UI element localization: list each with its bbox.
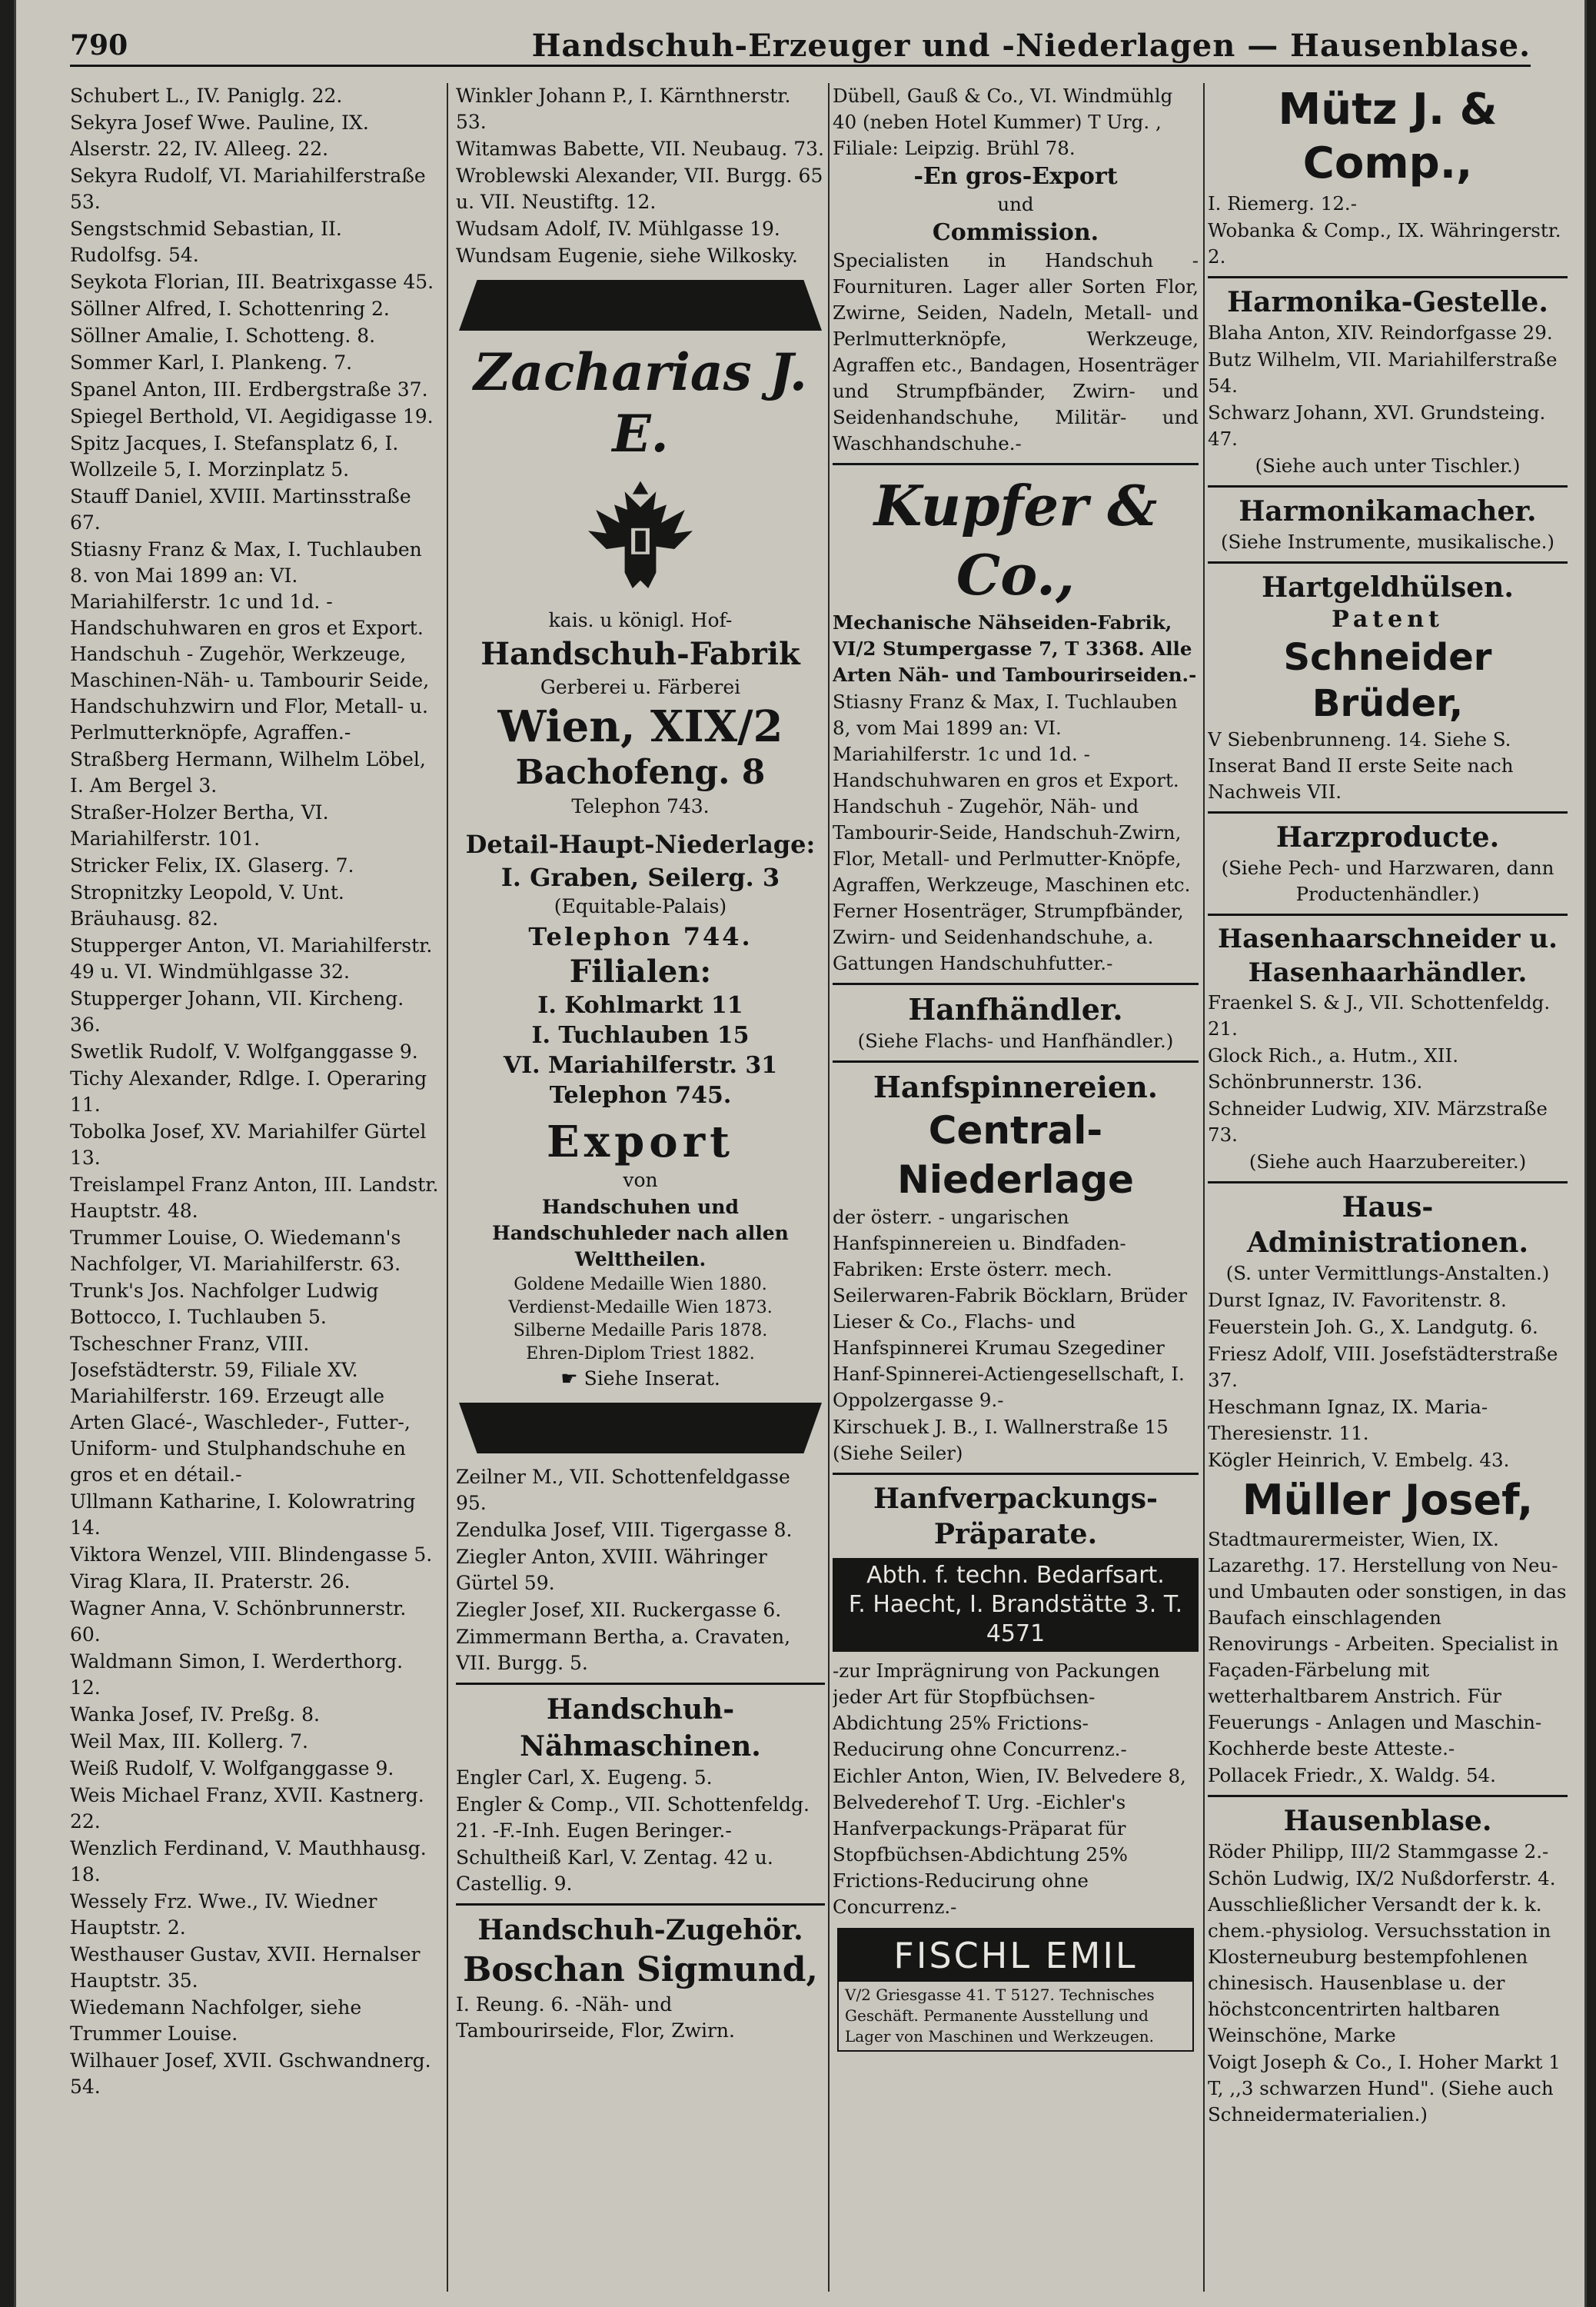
divider <box>1208 561 1568 564</box>
directory-entry: Sengstschmid Sebastian, II. Rudolfsg. 54. <box>70 218 342 266</box>
section-heading: Hartgeldhülsen. <box>1262 571 1514 604</box>
directory-entry: Wenzlich Ferdinand, V. Mauthhausg. 18. <box>70 1837 427 1886</box>
directory-entry: Heschmann Ignaz, IX. Maria-Theresienstr. 11. <box>1208 1396 1488 1444</box>
divider <box>833 1060 1199 1063</box>
export-heading: Export <box>547 1117 734 1167</box>
court-purveyor: kais. u königl. Hof- <box>548 609 733 631</box>
detail-heading: Detail-Haupt-Niederlage: <box>465 830 816 859</box>
directory-entry: Feuerstein Joh. G., X. Landgutg. 6. <box>1208 1316 1538 1338</box>
pointing-hand-icon: ☛ <box>560 1367 578 1390</box>
directory-entry: Wroblewski Alexander, VII. Burgg. 65 u. VII. Neustiftg. 12. <box>456 165 823 213</box>
directory-entry: Treislampel Franz Anton, III. Landstr. Hauptstr. 48. <box>70 1173 439 1222</box>
telephone: Telephon 744. <box>528 922 753 951</box>
mueller-name: Müller Josef, <box>1242 1476 1534 1524</box>
divider <box>1208 1795 1568 1797</box>
directory-entry: Zendulka Josef, VIII. Tigergasse 8. <box>456 1519 793 1541</box>
decorative-band <box>459 1403 822 1453</box>
page-header <box>70 26 1531 67</box>
muetz-addr: I. Riemerg. 12.- <box>1208 192 1357 215</box>
directory-entry: Wudsam Adolf, IV. Mühlgasse 19. <box>456 218 780 240</box>
directory-entry: Virag Klara, II. Praterstr. 26. <box>70 1570 351 1593</box>
running-title: Handschuh-Erzeuger und -Niederlagen — Hausenblase. <box>531 27 1531 64</box>
divider <box>1208 276 1568 278</box>
directory-entry: Sekyra Rudolf, VI. Mariahilferstraße 53. <box>70 165 426 213</box>
divider <box>456 1683 825 1685</box>
medal-list <box>456 1273 825 1366</box>
export-von: von <box>623 1169 658 1191</box>
column-2 <box>456 83 825 2292</box>
directory-entry: Stupperger Anton, VI. Mariahilferstr. 49 u. VI. Windmühlgasse 32. <box>70 934 433 983</box>
duebell-text: Specialisten in Handschuh - Fournituren. Lager aller Sorten Flor, Zwirne, Seiden, Nadeln, Metall- und Perlmutterknöpfe, Werkzeuge, Agraffen etc., Bandagen, Hosenträger und Strumpfbänder, Zwirn- und Seidenhandschuhe, Militär- und Waschhandschuhe.- <box>833 249 1199 454</box>
central-text: der österr. - ungarischen Hanfspinnereien u. Bindfaden-Fabriken: Erste österr. mech. Seilerwaren-Fabrik Böcklarn, Brüder Lieser & Co., Flachs- und Hanfspinnerei Krumau Szegediner Hanf-Spinnerei-Actiengesellschaft, I. Oppolzergasse 9.- <box>833 1206 1188 1411</box>
directory-entry: Engler Carl, X. Eugeng. 5. <box>456 1766 713 1789</box>
column-3 <box>833 83 1199 2292</box>
mueller-text: Stadtmaurermeister, Wien, IX. Lazarethg. 17. Herstellung von Neu- und Umbauten oder sonstigen, in das Baufach einschlagenden Renovirungs - Arbeiten. Specialist in Façaden-Färbelung mit wetterhaltbarem Anstrich. Für Feuerungs - Anlagen und Maschin-Kochherde beste Atteste.- <box>1208 1528 1567 1759</box>
branch-list <box>456 991 825 1110</box>
directory-entry: Wilhauer Josef, XVII. Gschwandnerg. 54. <box>70 2049 431 2098</box>
boschan-text: I. Reung. 6. -Näh- und Tambourirseide, Flor, Zwirn. <box>456 1993 735 2042</box>
medal-line: Verdienst-Medaille Wien 1873. <box>508 1298 773 1317</box>
eichler-entry: Eichler Anton, Wien, IV. Belvedere 8, Belvederehof T. Urg. -Eichler's Hanfverpackungs-Präparat für Stopfbüchsen-Abdichtung 25% Frictions-Reducirung ohne Concurrenz.- <box>833 1765 1186 1918</box>
stiasny-entry: Stiasny Franz & Max, I. Tuchlauben 8, vom Mai 1899 an: VI. Mariahilferstr. 1c und 1d. -Handschuhwaren en gros et Export. Handschuh - Zugehör, Näh- und Tambourir-Seide, Handschuh-Zwirn, Flor, Metall- und Perlmutter-Knöpfe, Agraffen, Werkzeuge, Maschinen etc. Ferner Hosenträger, Strumpfbänder, Zwirn- und Seidenhandschuhe, a. Gattungen Handschuhfutter.- <box>833 691 1191 974</box>
entry-list <box>456 83 825 269</box>
see-reference: (Siehe Pech- und Harzwaren, dann Productenhändler.) <box>1221 857 1554 905</box>
entry-list <box>456 1765 825 1897</box>
branch-address: Telephon 745. <box>549 1082 732 1109</box>
directory-entry: Zeilner M., VII. Schottenfeldgasse 95. <box>456 1466 790 1514</box>
directory-entry: Schultheiß Karl, V. Zentag. 42 u. Castellig. 9. <box>456 1846 773 1895</box>
column-rule <box>447 83 448 2292</box>
muetz-name: Mütz J. & Comp., <box>1278 85 1498 188</box>
section-heading: Hausenblase. <box>1283 1805 1492 1837</box>
directory-entry: Wundsam Eugenie, siehe Wilkosky. <box>456 245 798 267</box>
entry-list <box>456 1464 825 1676</box>
directory-entry: Viktora Wenzel, VIII. Blindengasse 5. <box>70 1543 433 1566</box>
directory-entry: Weiß Rudolf, V. Wolfganggasse 9. <box>70 1757 394 1779</box>
directory-page <box>14 0 1587 2307</box>
directory-entry: Wiedemann Nachfolger, siehe Trummer Louise. <box>70 1996 362 2045</box>
directory-entry: Spiegel Berthold, VI. Aegidigasse 19. <box>70 405 434 428</box>
column-rule <box>828 83 830 2292</box>
divider <box>456 1903 825 1906</box>
telephone: Telephon 743. <box>571 795 710 817</box>
entry-list <box>1208 1839 1568 2128</box>
directory-entry: Stauff Daniel, XVIII. Martinsstraße 67. <box>70 485 411 534</box>
column-4 <box>1208 83 1568 2292</box>
section-heading: Harmonika-Gestelle. <box>1227 286 1548 318</box>
divider <box>833 463 1199 465</box>
entry-list <box>1208 1287 1568 1473</box>
directory-entry: Durst Ignaz, IV. Favoritenstr. 8. <box>1208 1289 1507 1311</box>
see-advert <box>456 1366 825 1392</box>
fischl-advertisement <box>837 1928 1194 2052</box>
medal-line: Goldene Medaille Wien 1880. <box>514 1275 767 1294</box>
divider <box>1208 485 1568 488</box>
see-reference: (Siehe Instrumente, musikalische.) <box>1220 531 1554 553</box>
directory-entry: Wobanka & Comp., IX. Währingerstr. 2. <box>1208 219 1561 268</box>
fischl-name: FISCHL EMIL <box>839 1929 1192 1982</box>
section-heading: Handschuh-Zugehör. <box>477 1914 803 1946</box>
see-reference: (Siehe auch unter Tischler.) <box>1255 454 1521 477</box>
palais: (Equitable-Palais) <box>554 895 727 917</box>
medal-line: Silberne Medaille Paris 1878. <box>513 1321 768 1340</box>
section-heading: Handschuh-Nähmaschinen. <box>520 1693 761 1763</box>
zacharias-advertisement <box>456 280 825 1453</box>
duebell-line3: Commission. <box>932 219 1099 246</box>
directory-entry: Waldmann Simon, I. Werderthorg. 12. <box>70 1650 404 1699</box>
directory-entry: Spanel Anton, III. Erdbergstraße 37. <box>70 378 428 401</box>
directory-entry: Friesz Adolf, VIII. Josefstädterstraße 37. <box>1208 1343 1558 1391</box>
directory-entry: Engler & Comp., VII. Schottenfeldg. 21. -F.-Inh. Eugen Beringer.- <box>456 1793 810 1842</box>
directory-entry: Ziegler Josef, XII. Ruckergasse 6. <box>456 1599 782 1621</box>
decorative-band <box>459 280 822 331</box>
street: Bachofeng. 8 <box>515 753 766 792</box>
directory-entry: Seykota Florian, III. Beatrixgasse 45. <box>70 271 434 293</box>
directory-entry: Winkler Johann P., I. Kärnthnerstr. 53. <box>456 85 791 133</box>
divider <box>833 1473 1199 1475</box>
entry-list <box>70 83 439 2100</box>
see-reference: (S. unter Vermittlungs-Anstalten.) <box>1225 1262 1550 1284</box>
fischl-text: V/2 Griesgasse 41. T 5127. Technisches Geschäft. Permanente Ausstellung und Lager von Maschinen und Werkzeugen. <box>845 1986 1155 2046</box>
directory-entry: Stropnitzky Leopold, V. Unt. Bräuhausg. 82. <box>70 881 344 930</box>
directory-entry: Witamwas Babette, VII. Neubaug. 73. <box>456 138 824 160</box>
directory-entry: Schneider Ludwig, XIV. Märzstraße 73. <box>1208 1097 1548 1146</box>
column-1 <box>70 83 439 2292</box>
section-heading: Harzproducte. <box>1275 821 1500 854</box>
export-text: Handschuhen und Handschuhleder nach allen Welttheilen. <box>492 1196 789 1270</box>
graben-address: I. Graben, Seilerg. 3 <box>500 863 780 892</box>
duebell-entry: Dübell, Gauß & Co., VI. Windmühlg 40 (neben Hotel Kummer) T Urg. , Filiale: Leipzig. Brühl 78. <box>833 85 1173 159</box>
boschan-name: Boschan Sigmund, <box>463 1950 818 1989</box>
directory-entry: Trummer Louise, O. Wiedemann's Nachfolger, VI. Mariahilferstr. 63. <box>70 1227 401 1275</box>
haecht-banner <box>833 1558 1199 1652</box>
kirschuek-entry: Kirschuek J. B., I. Wallnerstraße 15 (Siehe Seiler) <box>833 1416 1169 1464</box>
directory-entry: Tobolka Josef, XV. Mariahilfer Gürtel 13. <box>70 1120 427 1169</box>
section-heading: Hanfspinnereien. <box>873 1070 1158 1104</box>
patent-label: Patent <box>1332 606 1444 633</box>
duebell-line1: -En gros-Export <box>913 163 1118 190</box>
factory-title: Handschuh-Fabrik <box>480 636 800 672</box>
directory-entry: Tichy Alexander, Rdlge. I. Operaring 11. <box>70 1067 427 1116</box>
directory-entry: Sommer Karl, I. Plankeng. 7. <box>70 351 353 374</box>
see-reference: (Siehe auch Haarzubereiter.) <box>1249 1150 1527 1173</box>
directory-entry: Stricker Felix, IX. Glaserg. 7. <box>70 854 354 877</box>
works-line: Gerberei u. Färberei <box>540 676 741 698</box>
directory-entry: Trunk's Jos. Nachfolger Ludwig Bottocco, I. Tuchlauben 5. <box>70 1280 379 1328</box>
directory-entry: Fraenkel S. & J., VII. Schottenfeldg. 21. <box>1208 991 1551 1040</box>
directory-entry: Voigt Joseph & Co., I. Hoher Markt 1 T, ,,3 schwarzen Hund". (Siehe auch Schneidermaterialien.) <box>1208 2051 1561 2126</box>
directory-entry: Stiasny Franz & Max, I. Tuchlauben 8. von Mai 1899 an: VI. Mariahilferstr. 1c und 1d. -Handschuhwaren en gros et Export. Handschuh - Zugehör, Werkzeuge, Maschinen-Näh- u. Tambourir Seide, Handschuhzwirn und Flor, Metall- u. Perlmutterknöpfe, Agraffen.- <box>70 538 430 744</box>
directory-entry: Söllner Amalie, I. Schotteng. 8. <box>70 325 376 347</box>
haecht-text: -zur Imprägnirung von Packungen jeder Art für Stopfbüchsen-Abdichtung 25% Frictions-Reducirung ohne Concurrenz.- <box>833 1660 1160 1760</box>
directory-entry: Schwarz Johann, XVI. Grundsteing. 47. <box>1208 401 1546 450</box>
advertiser-name: Zacharias J. E. <box>474 342 807 464</box>
divider <box>1208 811 1568 814</box>
directory-entry: Tscheschner Franz, VIII. Josefstädterstr. 59, Filiale XV. Mariahilferstr. 169. Erzeugt alle Arten Glacé-, Waschleder-, Futter-, Uniform- und Stulphandschuhe en gros et en détail.- <box>70 1333 411 1486</box>
see-advert-text: Siehe Inserat. <box>584 1367 720 1390</box>
divider <box>833 983 1199 985</box>
directory-entry: Glock Rich., a. Hutm., XII. Schönbrunnerstr. 136. <box>1208 1044 1459 1093</box>
branch-address: I. Tuchlauben 15 <box>531 1022 750 1049</box>
directory-entry: Westhauser Gustav, XVII. Hernalser Hauptstr. 35. <box>70 1943 421 1992</box>
haecht-line1: Abth. f. techn. Bedarfsart. <box>866 1562 1165 1589</box>
kupfer-text: Mechanische Nähseiden-Fabrik, VI/2 Stumpergasse 7, T 3368. Alle Arten Näh- und Tambourirseiden.- <box>833 611 1197 686</box>
haecht-line2: F. Haecht, I. Brandstätte 3. T. 4571 <box>848 1591 1183 1647</box>
directory-entry: Weil Max, III. Kollerg. 7. <box>70 1730 308 1753</box>
column-rule <box>1203 83 1205 2292</box>
directory-entry: Blaha Anton, XIV. Reindorfgasse 29. <box>1208 321 1553 344</box>
directory-entry: Zimmermann Bertha, a. Cravaten, VII. Burgg. 5. <box>456 1626 791 1674</box>
pollacek-entry: Pollacek Friedr., X. Waldg. 54. <box>1208 1764 1496 1786</box>
filialen-heading: Filialen: <box>569 954 712 990</box>
directory-entry: Spitz Jacques, I. Stefansplatz 6, I. Wollzeile 5, I. Morzinplatz 5. <box>70 432 399 481</box>
directory-entry: Schön Ludwig, IX/2 Nußdorferstr. 4. Ausschließlicher Versandt der k. k. chem.-physiolog. Versuchsstation in Klosterneuburg bestempfohlenen chinesisch. Hausenblase u. der höchstconcentrirten haltbaren Weinschöne, Marke <box>1208 1867 1556 2046</box>
see-reference: (Siehe Flachs- und Hanfhändler.) <box>857 1030 1174 1052</box>
directory-entry: Kögler Heinrich, V. Embelg. 43. <box>1208 1449 1510 1471</box>
directory-entry: Stupperger Johann, VII. Kircheng. 36. <box>70 987 404 1036</box>
imperial-eagle-icon <box>575 471 706 601</box>
directory-entry: Wagner Anna, V. Schönbrunnerstr. 60. <box>70 1597 407 1646</box>
directory-entry: Sekyra Josef Wwe. Pauline, IX. Alserstr. 22, IV. Alleeg. 22. <box>70 112 369 160</box>
directory-entry: Wessely Frz. Wwe., IV. Wiedner Hauptstr. 2. <box>70 1890 377 1939</box>
section-heading: Haus-Administrationen. <box>1246 1191 1528 1259</box>
directory-entry: Schubert L., IV. Paniglg. 22. <box>70 85 343 107</box>
schneider-brueder-text: V Siebenbrunneng. 14. Siehe S. Inserat Band II erste Seite nach Nachweis VII. <box>1208 728 1514 803</box>
branch-address: I. Kohlmarkt 11 <box>537 992 743 1019</box>
directory-entry: Swetlik Rudolf, V. Wolfganggasse 9. <box>70 1040 418 1063</box>
directory-entry: Söllner Alfred, I. Schottenring 2. <box>70 298 390 320</box>
schneider-brueder-name: Schneider Brüder, <box>1283 636 1492 725</box>
entry-list <box>1208 320 1568 452</box>
section-heading: Hasenhaarschneider u. Hasenhaarhändler. <box>1218 924 1558 988</box>
directory-entry: Röder Philipp, III/2 Stammgasse 2.- <box>1208 1840 1549 1863</box>
directory-entry: Ziegler Anton, XVIII. Währinger Gürtel 59. <box>456 1546 767 1594</box>
section-heading: Harmonikamacher. <box>1239 495 1537 528</box>
divider <box>1208 914 1568 916</box>
central-name: Central-Niederlage <box>897 1108 1134 1202</box>
duebell-line2: und <box>997 193 1034 215</box>
directory-entry: Butz Wilhelm, VII. Mariahilferstraße 54. <box>1208 348 1558 397</box>
branch-address: VI. Mariahilferstr. 31 <box>503 1052 778 1079</box>
entry-list <box>1208 990 1568 1148</box>
section-heading: Hanfverpackungs-Präparate. <box>873 1483 1158 1550</box>
directory-entry: Straßer-Holzer Bertha, VI. Mariahilferstr. 101. <box>70 801 329 850</box>
directory-entry: Ullmann Katharine, I. Kolowratring 14. <box>70 1490 416 1539</box>
directory-entry: Wanka Josef, IV. Preßg. 8. <box>70 1703 320 1726</box>
directory-entry: Weis Michael Franz, XVII. Kastnerg. 22. <box>70 1784 424 1833</box>
city: Wien, XIX/2 <box>497 701 783 752</box>
medal-line: Ehren-Diplom Triest 1882. <box>526 1344 755 1363</box>
directory-entry: Straßberg Hermann, Wilhelm Löbel, I. Am Bergel 3. <box>70 748 426 797</box>
divider <box>1208 1181 1568 1183</box>
kupfer-name: Kupfer & Co., <box>873 473 1158 608</box>
section-heading: Hanfhändler. <box>908 992 1123 1027</box>
page-number: 790 <box>70 29 128 62</box>
entry-list <box>1208 218 1568 270</box>
